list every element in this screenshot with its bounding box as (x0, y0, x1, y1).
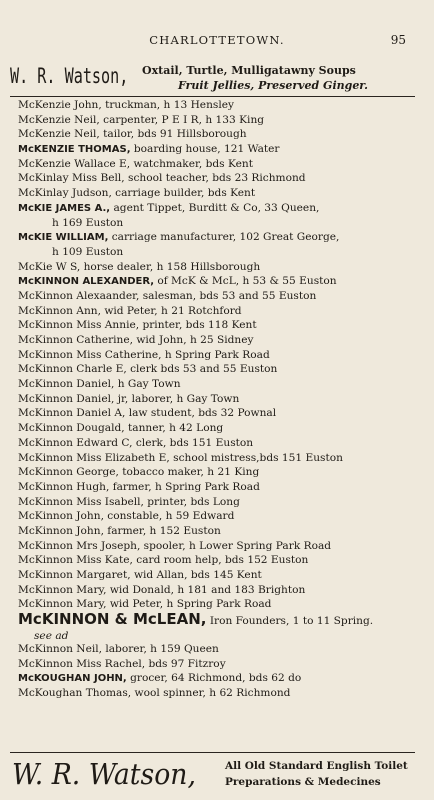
entry-text: McKinnon Daniel, h Gay Town (18, 378, 181, 391)
entry-text: McKenzie Neil, carpenter, P E I R, h 133 King (18, 113, 265, 126)
entry-text: McKinnon Ann, wid Peter, h 21 Rotchford (18, 304, 242, 317)
entry-bold-name: McKINNON & McLEAN, (18, 612, 207, 629)
page-heading: CHARLOTTETOWN. (149, 33, 285, 47)
directory-entry (18, 406, 418, 421)
entry-bold-name: McKINNON ALEXANDER, (18, 276, 155, 288)
advertiser-name: W. R. Watson, (12, 757, 196, 791)
entry-text: Iron Founders, 1 to 11 Spring. (206, 615, 374, 628)
directory-entry (18, 201, 418, 216)
directory-entry (18, 686, 418, 701)
entry-text: McKenzie Neil, tailor, bds 91 Hillsborough (18, 128, 247, 141)
directory-entry (18, 480, 418, 495)
entry-text: McKinnon Alexaander, salesman, bds 53 and 55 Euston (18, 289, 317, 302)
entry-text: h 109 Euston (52, 245, 124, 258)
entry-text: McKinnon Mary, wid Peter, h Spring Park Road (18, 598, 272, 611)
entry-text: McKinnon Daniel A, law student, bds 32 Pownal (18, 407, 277, 420)
directory-entry (18, 98, 418, 113)
entry-text: McKinnon Miss Isabell, printer, bds Long (18, 495, 240, 508)
directory-entry (18, 421, 418, 436)
directory-entry (18, 671, 418, 686)
entry-text: McKinnon Daniel, jr, laborer, h Gay Town (18, 392, 240, 405)
ad-line-1: All Old Standard English Toilet (225, 760, 408, 772)
directory-entry (18, 171, 418, 186)
entry-text: grocer, 64 Richmond, bds 62 do (126, 672, 302, 685)
directory-entry (18, 274, 418, 289)
directory-entry (18, 568, 418, 583)
directory-entry (18, 451, 418, 466)
directory-entry (18, 142, 418, 157)
directory-entry (18, 597, 418, 612)
entry-bold-name: McKIE WILLIAM, (18, 232, 109, 244)
entry-text: agent Tippet, Burditt & Co, 33 Queen, (110, 201, 320, 214)
directory-entry (18, 583, 418, 598)
advertiser-name: W. R. Watson, (10, 64, 129, 88)
directory-entry (18, 230, 418, 245)
directory-entry (18, 657, 418, 672)
entry-text: boarding house, 121 Water (130, 143, 280, 156)
directory-entry (18, 362, 418, 377)
entry-bold-name: McKIE JAMES A., (18, 202, 111, 214)
entry-bold-name: McKOUGHAN JOHN, (18, 673, 127, 685)
directory-entry (18, 260, 418, 275)
entry-text: McKinnon Mrs Joseph, spooler, h Lower Spring Park Road (18, 539, 332, 552)
directory-entry (18, 495, 418, 510)
directory-entry (18, 436, 418, 451)
entry-text: of McK & McL, h 53 & 55 Euston (154, 275, 337, 288)
entry-text: McKinnon Miss Rachel, bds 97 Fitzroy (18, 657, 226, 670)
directory-entry (18, 642, 418, 657)
ad-line-1: Oxtail, Turtle, Mulligatawny Soups (142, 64, 356, 77)
ad-line-2: Fruit Jellies, Preserved Ginger. (178, 79, 368, 92)
see-ad-note: see ad (34, 630, 69, 643)
entry-text: McKinnon John, constable, h 59 Edward (18, 510, 235, 523)
directory-entry (18, 539, 418, 554)
directory-entry (18, 377, 418, 392)
entry-text: McKinlay Judson, carriage builder, bds Kent (18, 187, 256, 200)
directory-entry (18, 157, 418, 172)
bottom-advertisement (10, 752, 415, 793)
entry-text: McKinnon Edward C, clerk, bds 151 Euston (18, 436, 254, 449)
entry-text: McKinnon Hugh, farmer, h Spring Park Road (18, 480, 260, 493)
directory-entries (18, 98, 418, 701)
entry-text: McKinnon Miss Annie, printer, bds 118 Kent (18, 319, 257, 332)
entry-text: McKinnon Catherine, wid John, h 25 Sidney (18, 334, 254, 346)
directory-entry (18, 127, 418, 142)
entry-text: h 169 Euston (52, 216, 124, 229)
entry-text: McKinlay Miss Bell, school teacher, bds 23 Richmond (18, 172, 306, 185)
entry-text: McKinnon Charle E, clerk bds 53 and 55 Euston (18, 363, 278, 376)
directory-entry (18, 612, 418, 642)
entry-text: McKinnon Mary, wid Donald, h 181 and 183 Brighton (18, 583, 306, 596)
directory-entry (18, 186, 418, 201)
entry-text: carriage manufacturer, 102 Great George, (108, 231, 340, 244)
entry-text: McKinnon Miss Elizabeth E, school mistress,bds 151 Euston (18, 451, 343, 464)
entry-text: McKinnon John, farmer, h 152 Euston (18, 524, 221, 537)
top-advertisement (10, 62, 415, 97)
ad-line-2: Preparations & Medecines (225, 776, 381, 788)
running-head (0, 33, 434, 51)
directory-entry (18, 509, 418, 524)
directory-entry (18, 245, 418, 260)
directory-entry (18, 216, 418, 231)
directory-entry (18, 113, 418, 128)
directory-entry (18, 318, 418, 333)
entry-text: McKinnon Miss Kate, card room help, bds 152 Euston (18, 554, 309, 567)
page-number: 95 (390, 33, 406, 47)
entry-bold-name: McKENZIE THOMAS, (18, 144, 131, 156)
entry-text: McKinnon Miss Catherine, h Spring Park Road (18, 348, 270, 361)
entry-text: McKenzie John, truckman, h 13 Hensley (18, 99, 234, 111)
entry-text: McKinnon George, tobacco maker, h 21 King (18, 466, 260, 479)
directory-entry (18, 465, 418, 480)
entry-text: McKinnon Margaret, wid Allan, bds 145 Kent (18, 569, 262, 581)
entry-text: McKinnon Dougald, tanner, h 42 Long (18, 422, 224, 435)
entry-text: McKinnon Neil, laborer, h 159 Queen (18, 643, 219, 656)
entry-text: McKenzie Wallace E, watchmaker, bds Kent (18, 157, 253, 170)
entry-text: McKoughan Thomas, wool spinner, h 62 Richmond (18, 687, 291, 700)
entry-text: McKie W S, horse dealer, h 158 Hillsborough (18, 260, 261, 273)
directory-entry (18, 553, 418, 568)
directory-entry (18, 304, 418, 319)
directory-entry (18, 524, 418, 539)
directory-entry (18, 392, 418, 407)
directory-entry (18, 333, 418, 348)
directory-entry (18, 289, 418, 304)
directory-entry (18, 348, 418, 363)
